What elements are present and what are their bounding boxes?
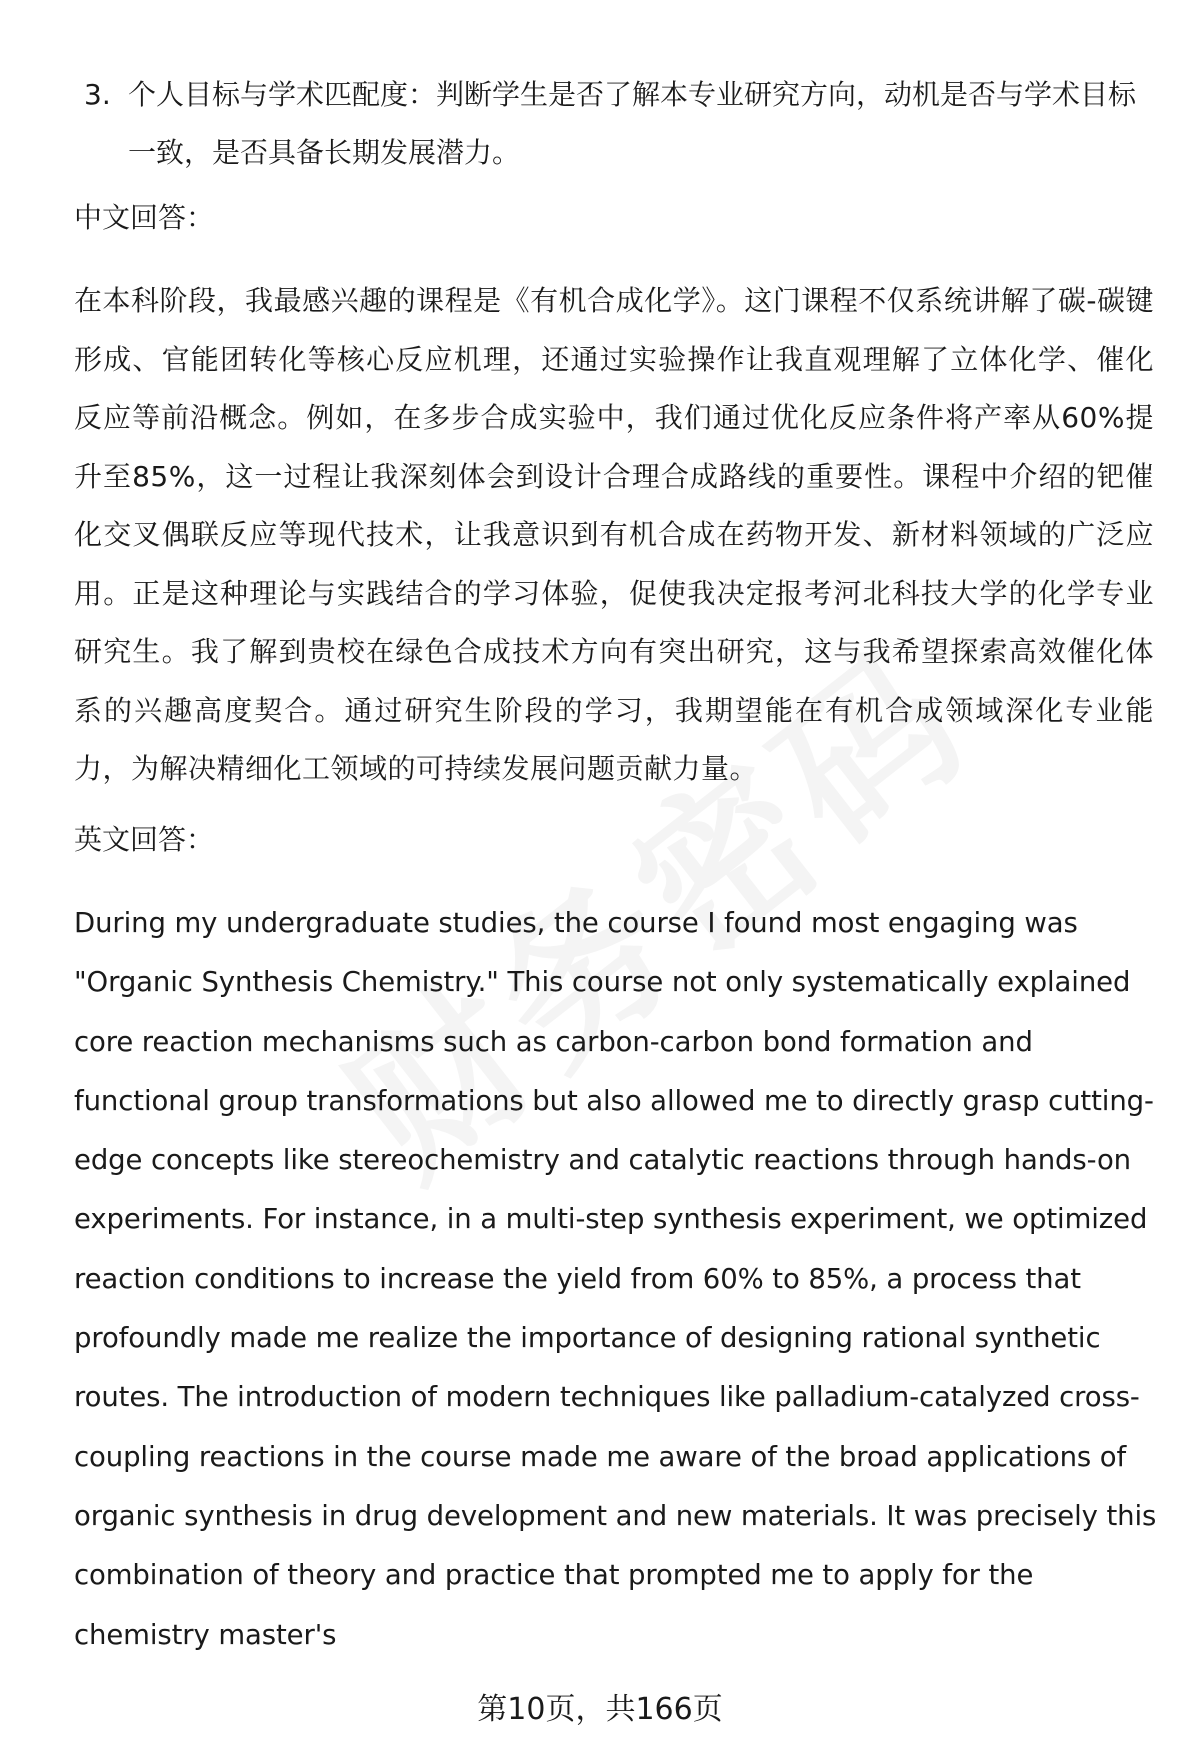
item-text: 个人目标与学术匹配度：判断学生是否了解本专业研究方向，动机是否与学术目标一致，是否具备长期发展潜力。	[128, 78, 1137, 169]
item-number: 3.	[84, 78, 111, 111]
page-number-footer: 第10页，共166页	[477, 1692, 723, 1727]
chinese-answer-label: 中文回答：	[74, 201, 215, 234]
chinese-answer-body: 在本科阶段，我最感兴趣的课程是《有机合成化学》。这门课程不仅系统讲解了碳-碳键形成、官能团转化等核心反应机理，还通过实验操作让我直观理解了立体化学、催化反应等前沿概念。例如，在多步合成实验中，我们通过优化反应条件将产率从60%提升至85%，这一过程让我深刻体会到设计合理合成路线的重要性。课程中介绍的钯催化交叉偶联反应等现代技术，让我意识到有机合成在药物开发、新材料领域的广泛应用。正是这种理论与实践结合的学习体验，促使我决定报考河北科技大学的化学专业研究生。我了解到贵校在绿色合成技术方向有突出研究，这与我希望探索高效催化体系的兴趣高度契合。通过研究生阶段的学习，我期望能在有机合成领域深化专业能力，为解决精细化工领域的可持续发展问题贡献力量。	[74, 284, 1154, 785]
english-answer-label: 英文回答：	[74, 823, 215, 856]
english-answer-body: During my undergraduate studies, the course I found most engaging was "Organic Synthesis Chemistry." This course not only systematically explained core reaction mechanisms such as carbon-carbon bond formation and functional group transformations but also allowed me to directly grasp cutting-edge concepts like stereochemistry and catalytic reactions through hands-on experiments. For instance, in a multi-step synthesis experiment, we optimized reaction conditions to increase the yield from 60% to 85%, a process that profoundly made me realize the importance of designing rational synthetic routes. The introduction of modern techniques like palladium-catalyzed cross-coupling reactions in the course made me aware of the broad applications of organic synthesis in drug development and new materials. It was precisely this combination of theory and practice that prompted me to apply for the chemistry master's	[74, 907, 1157, 1651]
criterion-item-3	[84, 66, 1144, 182]
